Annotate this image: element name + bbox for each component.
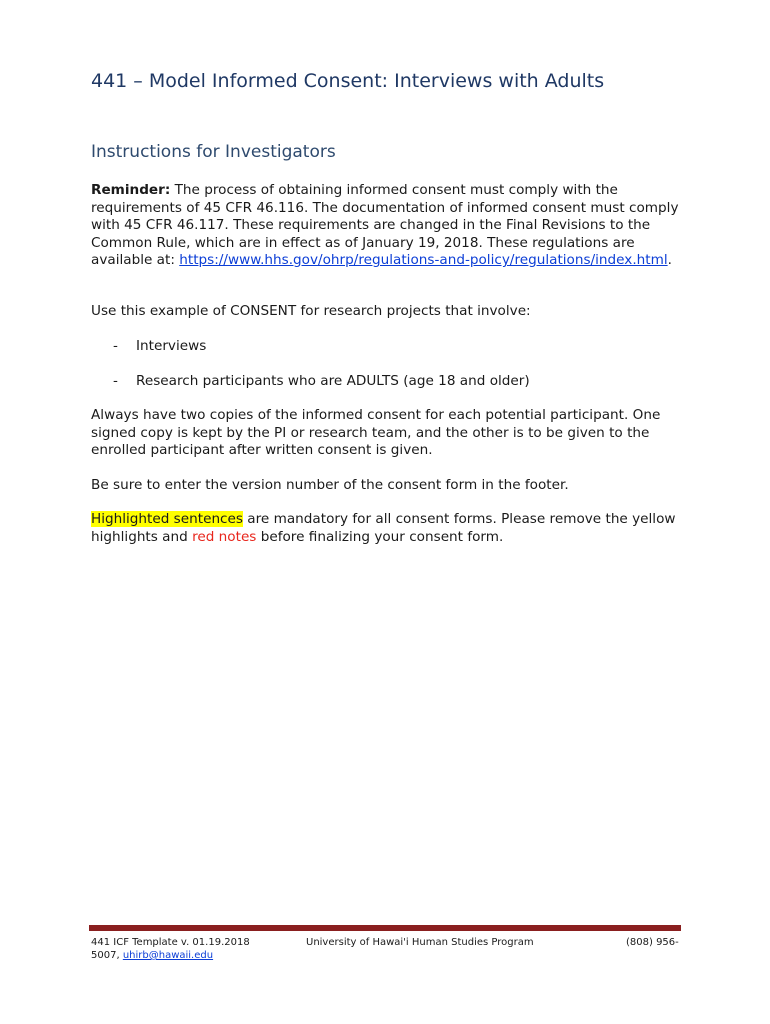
highlighted-text: Highlighted sentences [91,511,243,527]
reminder-paragraph [91,182,681,270]
highlight-middle-text: are mandatory for all consent forms. Please remove the yellow highlights and [91,511,676,545]
red-note-text: red notes [192,528,257,545]
use-example-paragraph: Use this example of CONSENT for research projects that involve: [91,303,531,319]
footer-phone-start: (808) 956- [626,937,679,948]
list-item [113,338,206,356]
highlight-paragraph [91,511,681,546]
document-title: 441 – Model Informed Consent: Interviews with Adults [91,70,605,92]
bullet-dash: - [113,338,118,354]
footer-program: University of Hawai'i Human Studies Program [306,937,534,948]
section-heading: Instructions for Investigators [91,142,336,162]
reminder-label: Reminder: [91,182,171,198]
footer-phone-end: 5007, [91,950,123,961]
footer-template-version: 441 ICF Template v. 01.19.2018 [91,937,250,948]
list-item [113,373,530,391]
footer-divider [89,925,681,931]
copies-paragraph: Always have two copies of the informed consent for each potential participant. One signed copy is kept by the PI or research team, and the other is to be given to the enrolled participant after written consent is given. [91,407,661,458]
reminder-text: The process of obtaining informed consent must comply with the requirements of 45 CFR 46.116. The documentation of informed consent must comply with 45 CFR 46.117. These requirements are changed in the Final Revisions to the Common Rule, which are in effect as of January 19, 2018. These regulations are available at: [91,182,679,268]
highlight-end-text: before finalizing your consent form. [256,528,504,545]
version-paragraph: Be sure to enter the version number of the consent form in the footer. [91,477,569,493]
reminder-period: . [667,252,672,268]
bullet-dash: - [113,373,118,389]
regulations-link[interactable]: https://www.hhs.gov/ohrp/regulations-and-policy/regulations/index.html [179,252,668,268]
footer-contact-line [91,949,213,962]
bullet-text: Research participants who are ADULTS (age 18 and older) [136,373,530,389]
bullet-text: Interviews [136,338,207,354]
footer-email-link[interactable]: uhirb@hawaii.edu [122,950,214,961]
